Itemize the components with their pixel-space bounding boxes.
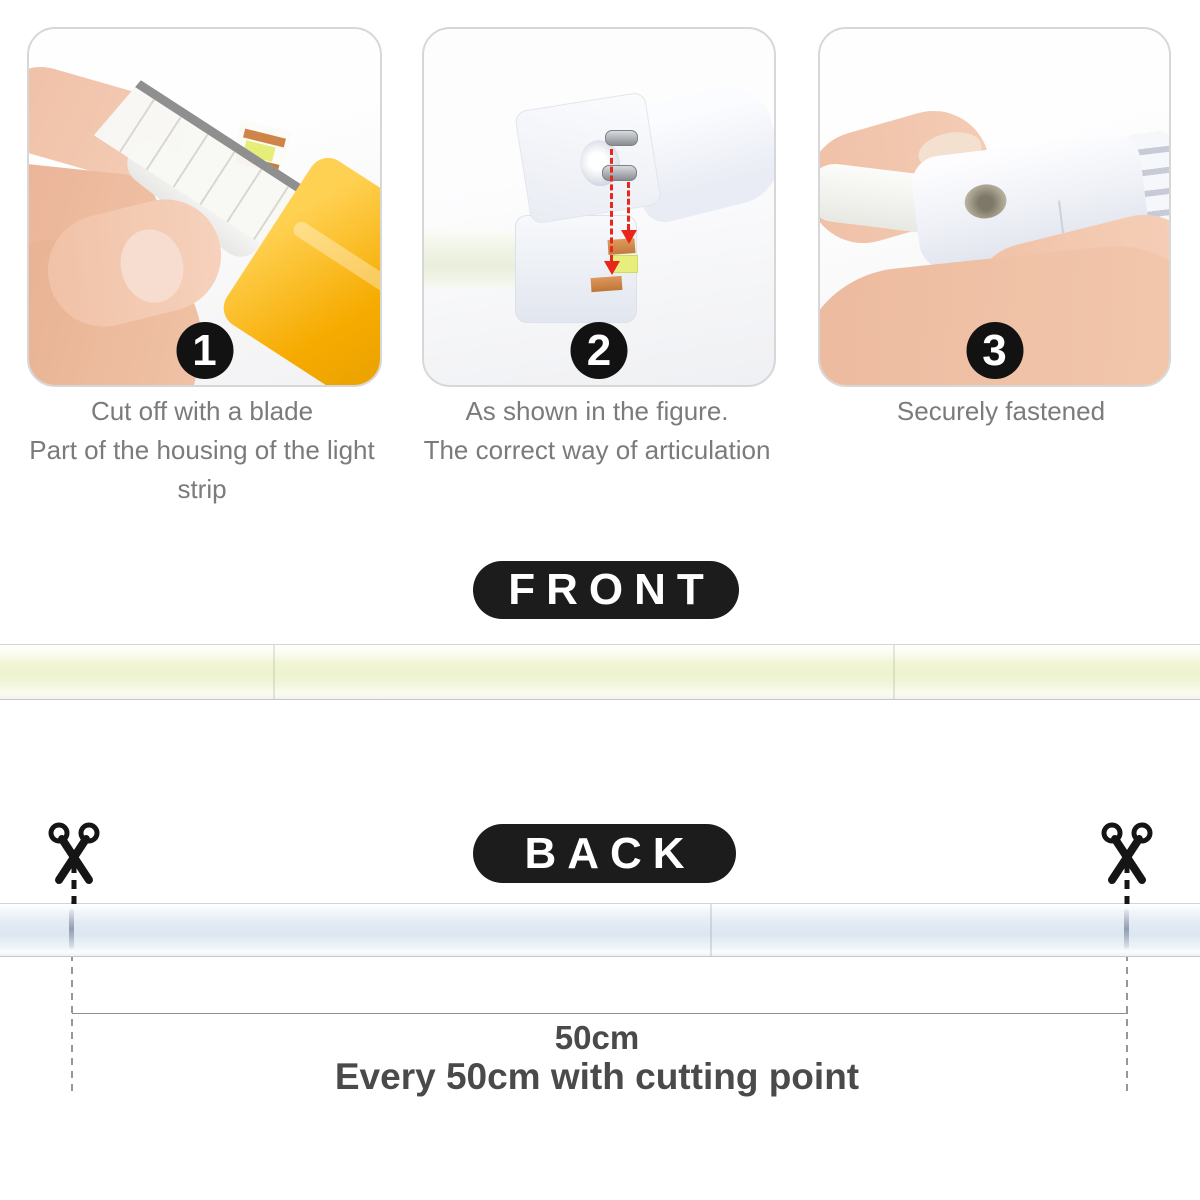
handle-highlight xyxy=(290,219,382,325)
step-3-caption xyxy=(801,392,1200,431)
step-2-caption xyxy=(397,392,797,470)
led-strip-back-view xyxy=(0,903,1200,957)
step-3-caption-line-1: Securely fastened xyxy=(896,396,1106,426)
led-strip-front-view xyxy=(0,644,1200,700)
step-2-caption-line-2: The correct way of articulation xyxy=(423,435,771,465)
front-section-label: FRONT xyxy=(473,561,739,619)
copper-pad xyxy=(591,276,623,292)
measurement-note: Every 50cm with cutting point xyxy=(334,1056,860,1097)
alignment-arrow-head xyxy=(604,261,620,275)
step-1-photo xyxy=(27,27,382,387)
cutting-point-mark xyxy=(69,909,74,949)
step-2-photo xyxy=(422,27,776,387)
scissors-icon xyxy=(1099,822,1155,906)
strip-seam xyxy=(273,645,275,699)
back-section-label: BACK xyxy=(473,824,736,883)
measurement-line xyxy=(72,1013,1128,1014)
step-1-caption xyxy=(2,392,402,509)
step-1-caption-line-1: Cut off with a blade xyxy=(90,396,314,426)
step-1-badge: 1 xyxy=(176,322,233,379)
measurement-length: 50cm xyxy=(554,1019,640,1056)
cutting-point-mark xyxy=(1124,909,1129,949)
strip-seam xyxy=(893,645,895,699)
connector-lid xyxy=(514,91,662,224)
strip-seam xyxy=(710,904,712,956)
step-3-badge: 3 xyxy=(966,322,1023,379)
step-3-photo xyxy=(818,27,1171,387)
connector-hole xyxy=(963,182,1009,221)
scissors-icon xyxy=(46,822,102,906)
alignment-arrow-line xyxy=(610,149,613,261)
alignment-arrow-line xyxy=(627,182,630,230)
step-2-caption-line-1: As shown in the figure. xyxy=(465,396,729,426)
connector-pin xyxy=(602,165,637,181)
measurement-text xyxy=(0,1020,1194,1098)
connector-pin xyxy=(605,130,638,146)
step-2-badge: 2 xyxy=(571,322,628,379)
step-1-caption-line-2: Part of the housing of the light strip xyxy=(29,435,375,504)
alignment-arrow-head xyxy=(621,230,637,244)
